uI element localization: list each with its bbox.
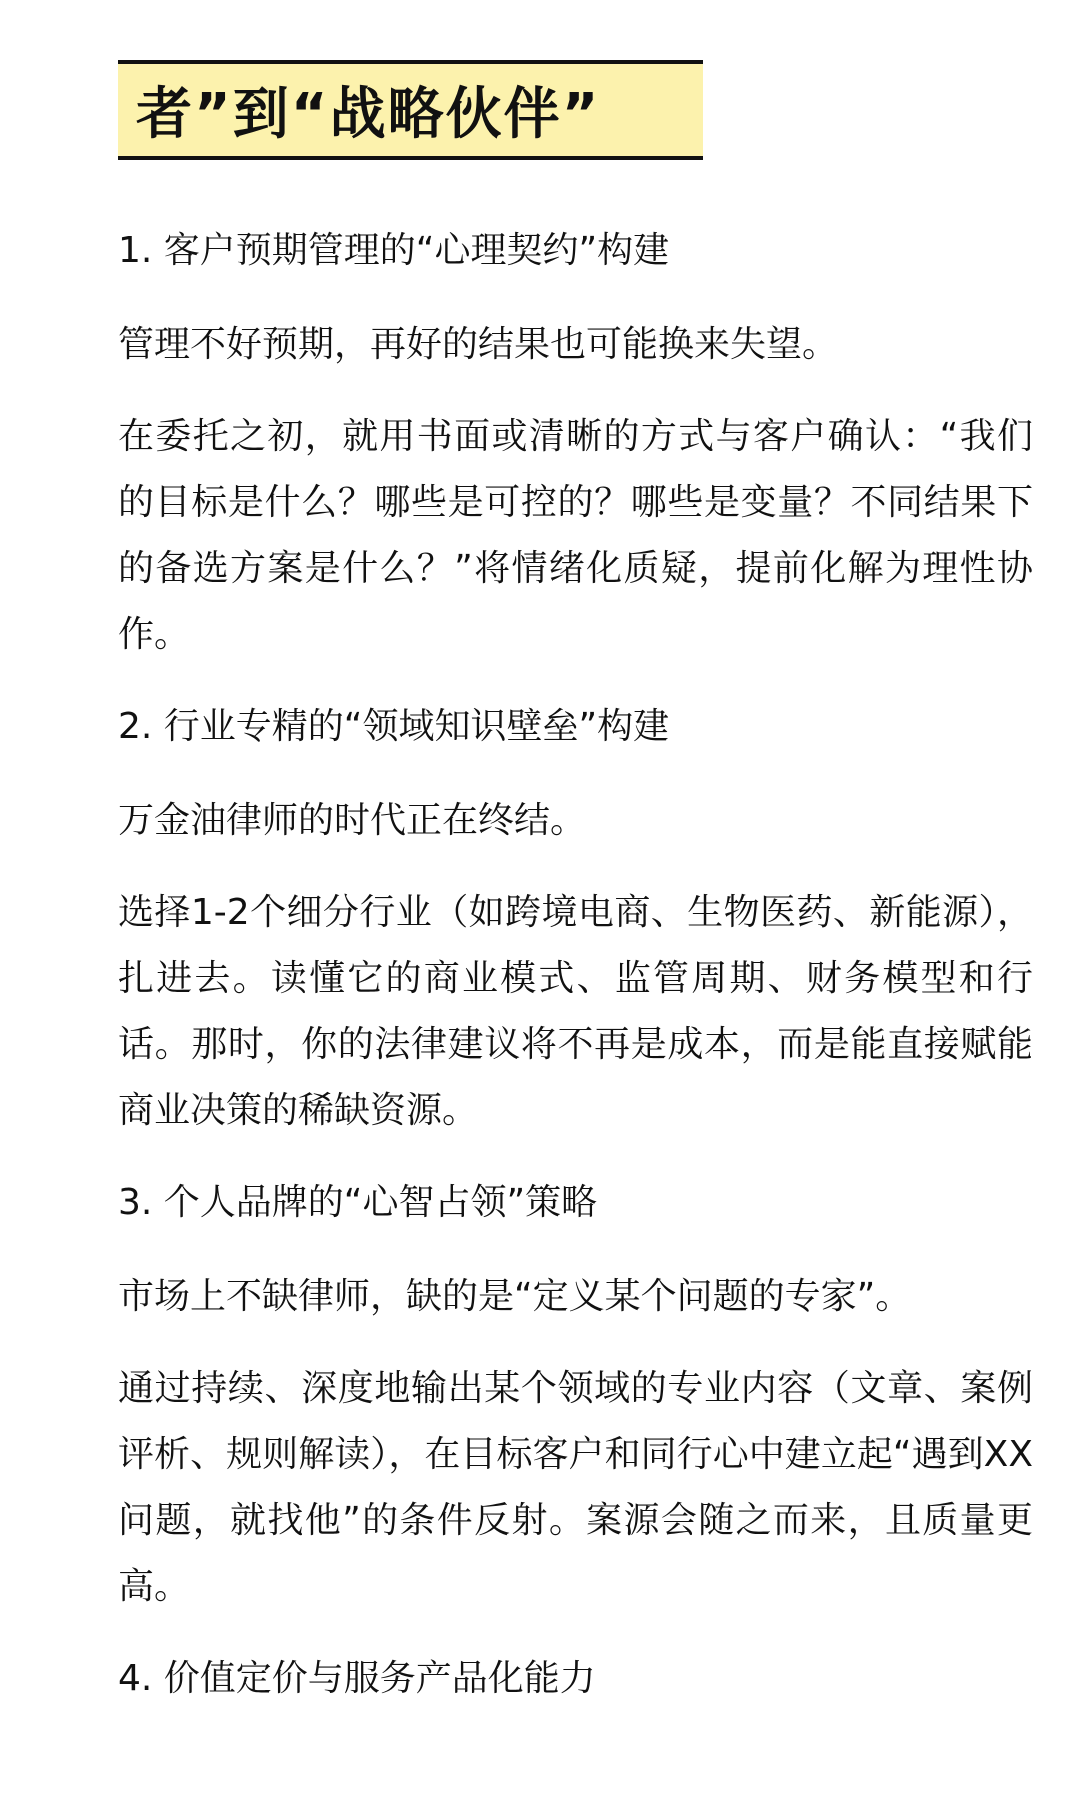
section-3-paragraph-1: 市场上不缺律师，缺的是“定义某个问题的专家”。: [118, 1276, 912, 1317]
title-banner: [118, 60, 703, 160]
article-body: [118, 218, 1033, 1740]
section-heading-3: 3. 个人品牌的“心智占领”策略: [118, 1182, 598, 1223]
section-heading-1: 1. 客户预期管理的“心理契约”构建: [118, 230, 670, 271]
section-1-paragraph-2: 在委托之初，就用书面或清晰的方式与客户确认：“我们的目标是什么？哪些是可控的？哪些是变量？不同结果下的备选方案是什么？”将情绪化质疑，提前化解为理性协作。: [118, 416, 1033, 655]
page-title: 者”到“战略伙伴”: [136, 82, 601, 147]
section-2-paragraph-2: 选择1-2个细分行业（如跨境电商、生物医药、新能源），扎进去。读懂它的商业模式、监管周期、财务模型和行话。那时，你的法律建议将不再是成本，而是能直接赋能商业决策的稀缺资源。: [118, 892, 1033, 1131]
section-heading-2: 2. 行业专精的“领域知识壁垒”构建: [118, 706, 670, 747]
section-2-paragraph-1: 万金油律师的时代正在终结。: [118, 800, 587, 841]
section-1-paragraph-1: 管理不好预期，再好的结果也可能换来失望。: [118, 324, 839, 365]
section-3-paragraph-2: 通过持续、深度地输出某个领域的专业内容（文章、案例评析、规则解读），在目标客户和同行心中建立起“遇到XX问题，就找他”的条件反射。案源会随之而来，且质量更高。: [118, 1368, 1033, 1607]
section-heading-4: 4. 价值定价与服务产品化能力: [118, 1658, 596, 1699]
